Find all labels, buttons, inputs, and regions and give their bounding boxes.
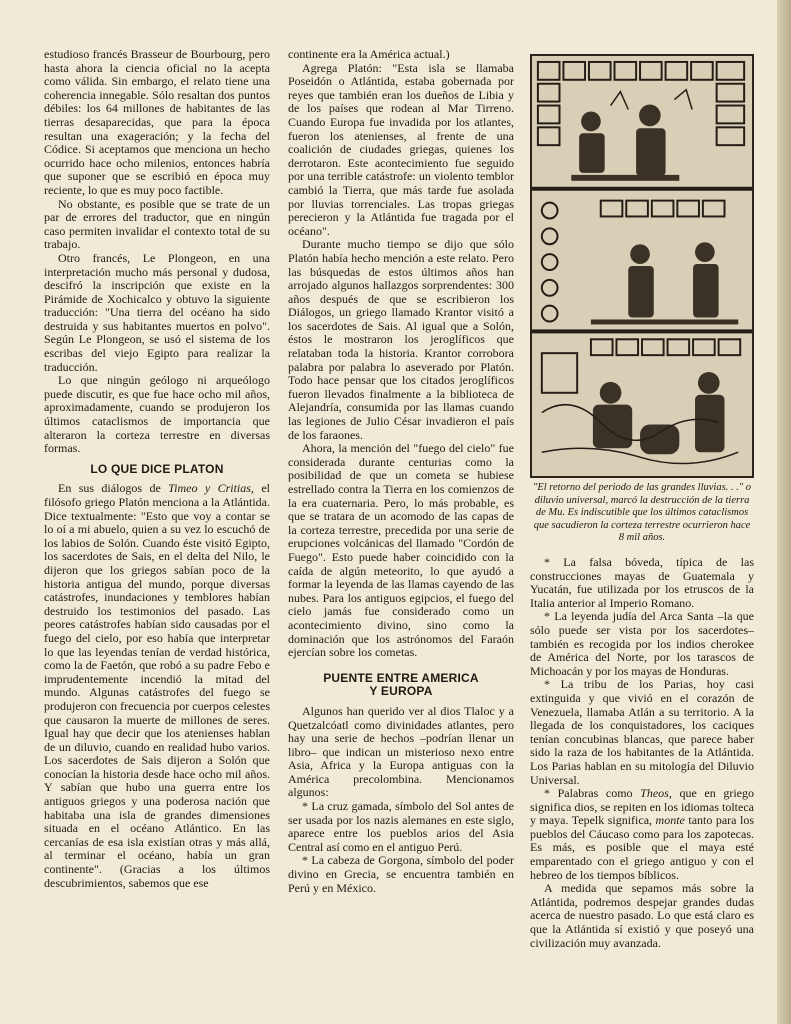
paragraph: No obstante, es posible que se trate de un par de errores del traductor, que en ningún caso permiten invalidar el contexto total de su trabajo. [44,196,270,252]
column-middle [288,48,514,895]
text-run: tanto para los pueblos del Cáucaso como para los zapotecas. Es más, es posible que el maya esté emparentado con el griego antiguo y con el hebreo de los tiempos bíblicos. [530,813,754,882]
text-run: el filósofo griego Platón menciona a la Atlántida. Dice textualmente: "Esto que voy a contar se lo oí a mi abuelo, quien a su vez lo escuchó de los labios de Solón. Cuando éste visitó Egipto, los sacerdotes de Sais, en el delta del Nilo, le dijeron que los griegos sabían poco de la historia antigua del mundo, porque diversas catástrofes, inundaciones y temblores habían destruido los testimonios del pasado. Las peores catástrofes habían sido causadas por el fuego del cielo, por eso había que interpretar lo que las leyendas tenían de verdad histórica, como la de Faetón, que robó a su padre Febo e imprudentemente incendió la mitad del mundo. Algunas catástrofes del fuego se produjeron con frecuencia por cuerpos celestes que causaron la muerte de millones de seres. Igual hay que decir que los atenienses hablan de un diluvio, cuando en realidad hubo varios. Los sacerdotes de Sais dijeron a Solón que conocían la historia desde hace ocho mil años. Y sabían que hubo una guerra entre los antiguos griegos y una poderosa nación que habitaba una isla de grandes dimensiones situada en el océano Atlántico. En las cercanías de esa isla existían otras y más allá, al terminar el océano, había un gran continente". (Gracias a los últimos descubrimientos, sabemos que ese [44,481,270,890]
paragraph: Algunos han querido ver al dios Tlaloc y a Quetzalcóatl como divinidades atlantes, pero hay una serie de hechos –podrían llenar un libro– que indican un misterioso nexo entre Asia, Africa y la Europa antiguas con la América precolombina. Mencionamos algunos: [288,703,514,800]
paragraph: * La tribu de los Parias, hoy casi extinguida y que vivió en el corazón de Venezuela, llamaba Atlán a su territorio. A la llegada de los conquistadores, los caciques tenían concubinas blancas, que parece haber sido la raza de los habitantes de la Atlántida. Los Parias hablan en su mitología del Diluvio Universal. [530,677,754,787]
paragraph: * La cabeza de Gorgona, símbolo del poder divino en Grecia, se encuentra también en Perú y en México. [288,853,514,895]
section-heading-platon: LO QUE DICE PLATON [90,461,224,476]
paragraph: Durante mucho tiempo se dijo que sólo Platón había hecho mención a este relato. Pero las búsquedas de estos últimos años han arrojado algunos hallazgos sorprendentes: 300 años después de que se escribieron los Diálogos, un griego llamado Krantor visitó a los sacerdotes de Sais. Al igual que a Solón, éstos le mostraron los jeroglíficos que relataban toda la historia. Krantor corrobora palabra por palabra lo aseverado por Platón. Todo hace pensar que los citados jeroglíficos fueron llevados finalmente a la biblioteca de Alejandría, consumida por las llamas cuando las legiones de Julio César invadieron el país de los faraones. [288,237,514,442]
figure-caption: "El retorno del periodo de las grandes lluvias. . ." o diluvio universal, marcó la destrucción de la tierra de Mu. Es indiscutible que los últimos cataclismos que sacudieron la corteza terrestre ocurrieron hace 8 mil años. [532,482,752,543]
column-left [44,48,270,890]
page-edge-shadow [777,0,791,1024]
paragraph: continente era la América actual.) [288,47,450,61]
paragraph: Otro francés, Le Plongeon, en una interpretación mucho más personal y dudosa, descifró la inscripción que existe en la Pirámide de Xochicalco y obtuvo la siguiente traducción: "Una tierra del océano ha sido destruida y sus habitantes muertos en polvo". Según Le Plongeon, se usó el sistema de los escribas del viejo Egipto para realizar la traducción. [44,250,270,374]
heading-line: Y EUROPA [369,684,433,699]
codex-illustration [530,54,754,478]
paragraph: Agrega Platón: "Esta isla se llamaba Poseidón o Atlántida, estaba gobernada por reyes que también eran los dueños de Libia y de los países que rodean al Mar Tirreno. Cuando Europa fue invadida por los atlantes, fueron los atenienses, al frente de una coalición de ciudades griegas, quienes los derrotaron. Este acontecimiento fue seguido por una terrible catástrofe: un violento temblor cambió la Tierra, que más tarde fue asolada por lluvias torrenciales. Las tropas griegas perecieron y la Atlántida fue tragada por el océano". [288,60,514,238]
paragraph: * La leyenda judía del Arca Santa –la que sólo puede ser vista por los sacerdotes– también es recogida por los indios cherokee de América del Norte, por los tarascos de Michoacán y por los mayas de Honduras. [530,609,754,678]
codex-glyphs-image [532,56,752,476]
paragraph: Lo que ningún geólogo ni arqueólogo puede discutir, es que fue hace ocho mil años, aproximadamente, cuando se produjeron los últimos cataclismos de importancia que alteraron la corteza terrestre en diversas formas. [44,373,270,456]
italic-title: Timeo y Critias, [168,481,254,496]
paragraph: * La falsa bóveda, típica de las construcciones mayas de Guatemala y Yucatán, fue utilizada por los etruscos de la Italia anterior al Imperio Romano. [530,555,754,610]
paragraph [530,787,754,882]
paragraph: * La cruz gamada, símbolo del Sol antes de ser usada por los nazis alemanes en este siglo, aparece entre los pueblos arios del Asia Central así como en el antiguo Perú. [288,799,514,854]
italic-word: monte [655,813,685,828]
heading-line: PUENTE ENTRE AMERICA [323,670,479,685]
text-run: * Palabras como [544,786,641,801]
column-right [530,556,754,950]
text-run: En sus diálogos de [58,481,169,496]
paragraph: A medida que sepamos más sobre la Atlántida, podremos despejar grandes dudas acerca de nuestro pasado. Lo que está claro es que la Atlántida sí existió y que poseyó una civilización muy avanzada. [530,881,754,950]
paragraph [44,482,270,890]
section-heading-puente [288,672,514,699]
italic-word: Theos, [640,786,672,801]
paragraph: Ahora, la mención del "fuego del cielo" fue considerada durante centurias como la posibilidad de que un cometa se hubiese estrellado contra la Tierra en los comienzos de la era cuaternaria. Pero, lo más probable, es que se tratara de un acomodo de las capas de la corteza terrestre, precedida por una serie de erupciones volcánicas del llamado "Cordón de Fuego". Esto puede haber coincidido con la caída de algún meteorito, lo que ayudó a formar la leyenda de las llamas cayendo de las nubes. Para los antiguos egipcios, el fuego del cielo jamás fue considerado como un acontecimiento divino, sino como la dominación que los astrónomos del Faraón ejercían sobre los cometas. [288,441,514,660]
paragraph: estudioso francés Brasseur de Bourbourg, pero hasta ahora la ciencia oficial no la acepta como válida. Sin embargo, el relato tiene una coherencia innegable. Sólo resaltan dos puntos débiles: los 64 millones de habitantes de las tierras desaparecidas, que para la época resultan una exageración; y la fecha del Códice. Si aceptamos que menciona un hecho ocurrido hace ocho milenios, entonces habría que suponer que se escribió en época muy reciente, lo que es muy poco factible. [44,47,270,197]
text-run: que en griego significa dios, se repiten en los idiomas tolteca y maya. Tepelk significa, [530,786,755,828]
